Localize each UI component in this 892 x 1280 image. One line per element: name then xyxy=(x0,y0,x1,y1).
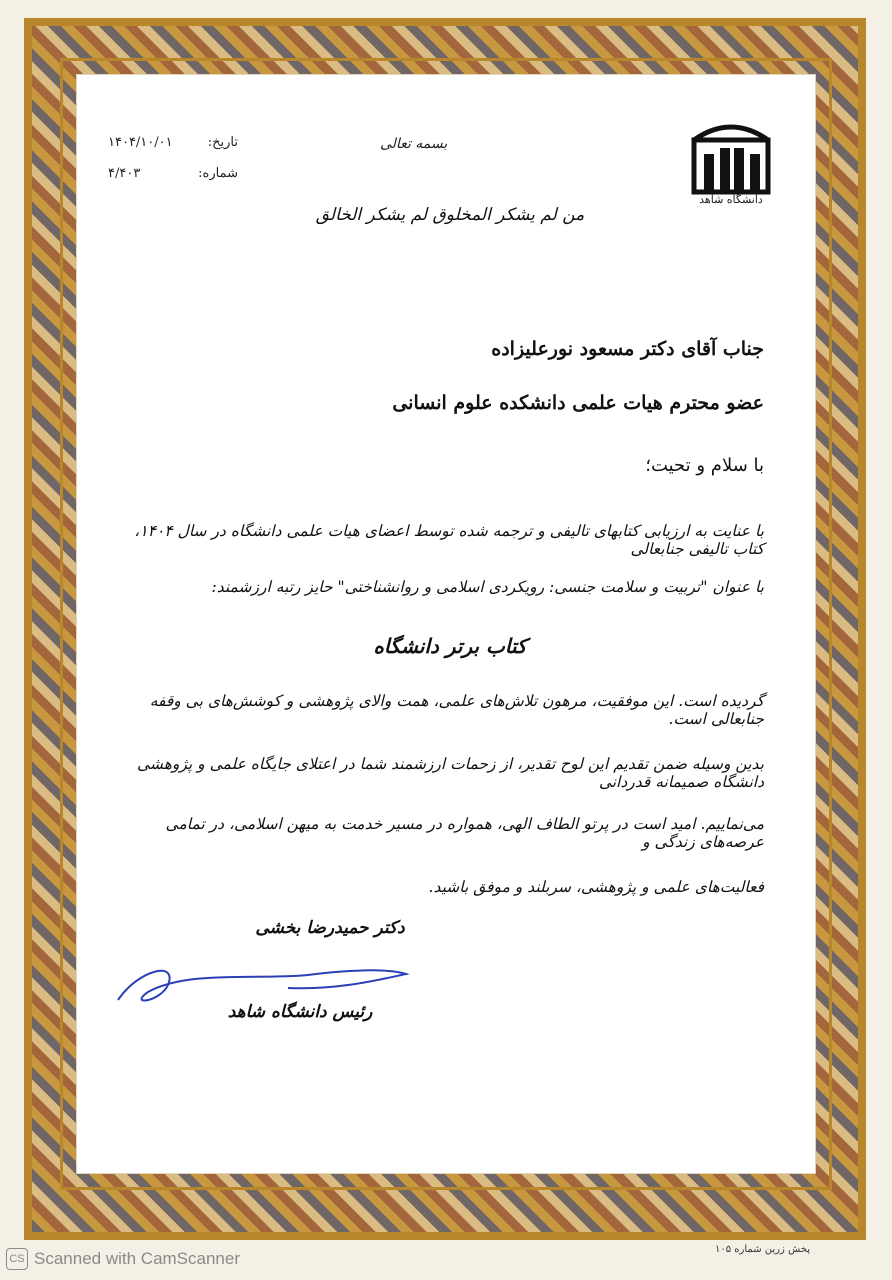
hadith-heading: من لم یشکر المخلوق لم یشکر الخالق xyxy=(315,205,585,225)
greeting: با سلام و تحیت؛ xyxy=(645,455,764,476)
body-line-1: با عنایت به ارزیابی کتابهای تالیفی و ترجمه شده توسط اعضای هیات علمی دانشگاه در سال ۱۴۰۴، کتاب تالیفی جنابعالی xyxy=(134,522,764,558)
logo-caption: دانشگاه شاهد xyxy=(699,193,763,206)
body-line-6: فعالیت‌های علمی و پژوهشی، سربلند و موفق باشید. xyxy=(428,878,764,896)
handwritten-signature xyxy=(108,940,418,1010)
date-label: تاریخ: xyxy=(207,135,238,150)
award-title: کتاب برتر دانشگاه xyxy=(373,634,527,658)
date-value: ۱۴۰۴/۱۰/۰۱ xyxy=(108,135,173,150)
date-line xyxy=(108,135,238,150)
body-line-5: می‌نماییم. امید است در پرتو الطاف الهی، همواره در مسیر خدمت به میهن اسلامی، در تمامی عرصه‌های زندگی و xyxy=(165,815,764,851)
camscanner-watermark xyxy=(6,1248,240,1270)
body-line-2: با عنوان "تربیت و سلامت جنسی: رویکردی اسلامی و روانشناختی" حایز رتبه ارزشمند: xyxy=(211,578,764,596)
print-info: پخش زرین شماره ۱۰۵ xyxy=(715,1244,810,1255)
recipient-position: عضو محترم هیات علمی دانشکده علوم انسانی xyxy=(392,392,764,414)
body-line-4: بدین وسیله ضمن تقدیم این لوح تقدیر، از زحمات ارزشمند شما در اعتلای جایگاه علمی و پژوهشی دانشگاه صمیمانه قدردانی xyxy=(136,755,764,791)
signatory-title: رئیس دانشگاه شاهد xyxy=(227,1002,373,1022)
number-line xyxy=(108,166,238,181)
camscanner-text: Scanned with CamScanner xyxy=(34,1249,241,1268)
number-label: شماره: xyxy=(198,166,238,181)
number-value: ۴/۴۰۳ xyxy=(108,166,141,181)
recipient-name: جناب آقای دکتر مسعود نورعلیزاده xyxy=(491,338,764,360)
camscanner-logo-icon: CS xyxy=(6,1248,28,1270)
basmala: بسمه تعالی xyxy=(380,136,448,152)
signatory-name: دکتر حمیدرضا بخشی xyxy=(255,918,405,938)
body-line-3: گردیده است. این موفقیت، مرهون تلاش‌های علمی، همت والای پژوهشی و کوشش‌های بی وقفه جنابعالی است. xyxy=(149,692,764,728)
